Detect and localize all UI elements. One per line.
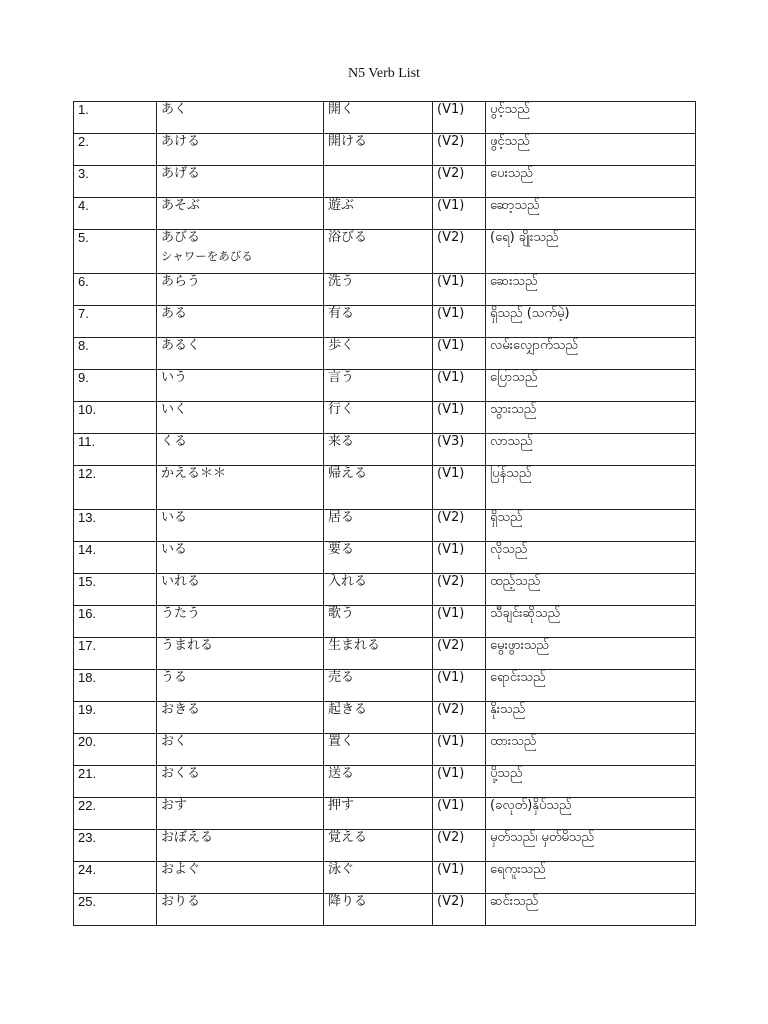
verb-group-cell: (V1) xyxy=(433,542,486,574)
row-number: 11. xyxy=(74,434,157,466)
myanmar-meaning-cell: ပြန်သည် xyxy=(486,466,696,510)
kanji-cell: 帰える xyxy=(324,466,433,510)
kana-cell xyxy=(157,274,324,306)
row-number: 16. xyxy=(74,606,157,638)
myanmar-meaning-cell: ပို့သည် xyxy=(486,766,696,798)
kana-cell xyxy=(157,638,324,670)
kana-text: うたう xyxy=(161,606,201,621)
verb-group-cell: (V1) xyxy=(433,402,486,434)
verb-group-cell: (V2) xyxy=(433,574,486,606)
kana-cell xyxy=(157,670,324,702)
verb-group-cell: (V1) xyxy=(433,102,486,134)
table-row xyxy=(74,766,696,798)
kana-cell xyxy=(157,230,324,274)
row-number: 10. xyxy=(74,402,157,434)
myanmar-meaning-cell: ရေကူးသည် xyxy=(486,862,696,894)
kana-cell xyxy=(157,166,324,198)
myanmar-meaning-cell: ပြောသည် xyxy=(486,370,696,402)
kana-cell xyxy=(157,766,324,798)
table-row xyxy=(74,542,696,574)
myanmar-meaning-cell: ရောင်းသည် xyxy=(486,670,696,702)
myanmar-meaning-cell: မွေးဖွားသည် xyxy=(486,638,696,670)
kana-text: おくる xyxy=(161,766,201,781)
table-row xyxy=(74,434,696,466)
kana-text: おす xyxy=(161,798,188,813)
verb-table xyxy=(73,101,696,926)
kana-cell xyxy=(157,798,324,830)
myanmar-meaning-cell: (ရေ) ချိုးသည် xyxy=(486,230,696,274)
row-number: 5. xyxy=(74,230,157,274)
row-number: 23. xyxy=(74,830,157,862)
row-number: 4. xyxy=(74,198,157,230)
myanmar-meaning-cell: လာသည် xyxy=(486,434,696,466)
kanji-cell: 覚える xyxy=(324,830,433,862)
verb-group-cell: (V2) xyxy=(433,166,486,198)
table-row xyxy=(74,466,696,510)
row-number: 1. xyxy=(74,102,157,134)
verb-group-cell: (V2) xyxy=(433,894,486,926)
row-number: 14. xyxy=(74,542,157,574)
myanmar-meaning-cell: ဆင်းသည် xyxy=(486,894,696,926)
kana-text: あびる xyxy=(161,230,201,245)
verb-group-cell: (V1) xyxy=(433,306,486,338)
myanmar-meaning-cell: ပွင့်သည် xyxy=(486,102,696,134)
row-number: 22. xyxy=(74,798,157,830)
kana-cell xyxy=(157,574,324,606)
kanji-cell: 行く xyxy=(324,402,433,434)
kanji-cell: 来る xyxy=(324,434,433,466)
verb-group-cell: (V1) xyxy=(433,670,486,702)
kana-cell xyxy=(157,102,324,134)
myanmar-meaning-cell: သီချင်းဆိုသည် xyxy=(486,606,696,638)
table-row xyxy=(74,862,696,894)
kanji-cell: 押す xyxy=(324,798,433,830)
kana-cell xyxy=(157,402,324,434)
table-row xyxy=(74,734,696,766)
row-number: 8. xyxy=(74,338,157,370)
kana-text: いく xyxy=(161,402,188,417)
kanji-cell: 売る xyxy=(324,670,433,702)
row-number: 2. xyxy=(74,134,157,166)
kana-example-text: シャワーをあびる xyxy=(161,249,253,263)
row-number: 13. xyxy=(74,510,157,542)
kana-text: かえる＊＊ xyxy=(161,466,227,481)
verb-group-cell: (V1) xyxy=(433,370,486,402)
row-number: 25. xyxy=(74,894,157,926)
kana-cell xyxy=(157,862,324,894)
verb-group-cell: (V3) xyxy=(433,434,486,466)
kana-text: いれる xyxy=(161,574,201,589)
verb-group-cell: (V1) xyxy=(433,338,486,370)
kanji-cell xyxy=(324,166,433,198)
kanji-cell: 送る xyxy=(324,766,433,798)
kana-cell xyxy=(157,702,324,734)
kanji-cell: 降りる xyxy=(324,894,433,926)
kana-cell xyxy=(157,830,324,862)
table-row xyxy=(74,894,696,926)
verb-group-cell: (V1) xyxy=(433,466,486,510)
verb-group-cell: (V1) xyxy=(433,734,486,766)
row-number: 19. xyxy=(74,702,157,734)
row-number: 6. xyxy=(74,274,157,306)
myanmar-meaning-cell: ရှိသည် xyxy=(486,510,696,542)
kana-text: あそぶ xyxy=(161,198,201,213)
verb-group-cell: (V2) xyxy=(433,702,486,734)
verb-group-cell: (V2) xyxy=(433,510,486,542)
kanji-cell: 開く xyxy=(324,102,433,134)
row-number: 17. xyxy=(74,638,157,670)
kana-text: いる xyxy=(161,542,188,557)
kanji-cell: 歌う xyxy=(324,606,433,638)
kanji-cell: 洗う xyxy=(324,274,433,306)
table-row xyxy=(74,370,696,402)
myanmar-meaning-cell: မှတ်သည်၊ မှတ်မိသည် xyxy=(486,830,696,862)
row-number: 7. xyxy=(74,306,157,338)
table-row xyxy=(74,830,696,862)
myanmar-meaning-cell: (ခလုတ်)နှိပ်သည် xyxy=(486,798,696,830)
row-number: 18. xyxy=(74,670,157,702)
kana-text: いう xyxy=(161,370,188,385)
myanmar-meaning-cell: လိုသည် xyxy=(486,542,696,574)
kana-text: うまれる xyxy=(161,638,214,653)
kanji-cell: 遊ぶ xyxy=(324,198,433,230)
table-row xyxy=(74,638,696,670)
kanji-cell: 入れる xyxy=(324,574,433,606)
table-row xyxy=(74,798,696,830)
table-row xyxy=(74,510,696,542)
kana-cell xyxy=(157,338,324,370)
kana-text: およぐ xyxy=(161,862,201,877)
verb-group-cell: (V1) xyxy=(433,798,486,830)
kanji-cell: 開ける xyxy=(324,134,433,166)
table-row xyxy=(74,306,696,338)
kana-cell xyxy=(157,734,324,766)
myanmar-meaning-cell: ဆေးသည် xyxy=(486,274,696,306)
table-row xyxy=(74,338,696,370)
verb-group-cell: (V2) xyxy=(433,638,486,670)
kana-cell xyxy=(157,606,324,638)
row-number: 21. xyxy=(74,766,157,798)
kana-text: おきる xyxy=(161,702,201,717)
table-row xyxy=(74,274,696,306)
kanji-cell: 歩く xyxy=(324,338,433,370)
verb-group-cell: (V2) xyxy=(433,134,486,166)
kana-text: ある xyxy=(161,306,188,321)
row-number: 3. xyxy=(74,166,157,198)
table-row xyxy=(74,230,696,274)
kana-text: いる xyxy=(161,510,188,525)
kanji-cell: 居る xyxy=(324,510,433,542)
myanmar-meaning-cell: နိုးသည် xyxy=(486,702,696,734)
table-row xyxy=(74,102,696,134)
verb-group-cell: (V1) xyxy=(433,274,486,306)
kana-cell xyxy=(157,434,324,466)
kana-text: あける xyxy=(161,134,201,149)
table-row xyxy=(74,606,696,638)
row-number: 20. xyxy=(74,734,157,766)
kana-text: うる xyxy=(161,670,188,685)
row-number: 12. xyxy=(74,466,157,510)
kana-text: あるく xyxy=(161,338,201,353)
kana-text: くる xyxy=(161,434,188,449)
kana-cell xyxy=(157,510,324,542)
table-row xyxy=(74,166,696,198)
kanji-cell: 置く xyxy=(324,734,433,766)
myanmar-meaning-cell: ရှိသည် (သက်မဲ့) xyxy=(486,306,696,338)
kanji-cell: 泳ぐ xyxy=(324,862,433,894)
kanji-cell: 要る xyxy=(324,542,433,574)
table-row xyxy=(74,702,696,734)
kanji-cell: 起きる xyxy=(324,702,433,734)
verb-table-body xyxy=(74,102,696,926)
kanji-cell: 浴びる xyxy=(324,230,433,274)
kana-cell xyxy=(157,894,324,926)
verb-group-cell: (V1) xyxy=(433,766,486,798)
kana-text: おりる xyxy=(161,894,201,909)
kana-text: あらう xyxy=(161,274,201,289)
verb-group-cell: (V1) xyxy=(433,862,486,894)
kana-cell xyxy=(157,542,324,574)
row-number: 9. xyxy=(74,370,157,402)
kana-text: おぼえる xyxy=(161,830,214,845)
myanmar-meaning-cell: ဆော့သည် xyxy=(486,198,696,230)
myanmar-meaning-cell: သွားသည် xyxy=(486,402,696,434)
verb-group-cell: (V1) xyxy=(433,198,486,230)
myanmar-meaning-cell: ပေးသည် xyxy=(486,166,696,198)
kana-cell xyxy=(157,466,324,510)
table-row xyxy=(74,134,696,166)
table-row xyxy=(74,402,696,434)
kana-text: おく xyxy=(161,734,188,749)
kanji-cell: 言う xyxy=(324,370,433,402)
table-row xyxy=(74,198,696,230)
kanji-cell: 生まれる xyxy=(324,638,433,670)
myanmar-meaning-cell: ထည့်သည် xyxy=(486,574,696,606)
row-number: 15. xyxy=(74,574,157,606)
kana-cell xyxy=(157,134,324,166)
kana-text: あく xyxy=(161,102,188,117)
kana-cell xyxy=(157,370,324,402)
table-row xyxy=(74,670,696,702)
kana-cell xyxy=(157,198,324,230)
page-title: N5 Verb List xyxy=(347,66,421,81)
myanmar-meaning-cell: ဖွင့်သည် xyxy=(486,134,696,166)
myanmar-meaning-cell: လမ်းလျှောက်သည် xyxy=(486,338,696,370)
kana-text: あげる xyxy=(161,166,201,181)
table-row xyxy=(74,574,696,606)
row-number: 24. xyxy=(74,862,157,894)
verb-group-cell: (V1) xyxy=(433,606,486,638)
verb-group-cell: (V2) xyxy=(433,830,486,862)
verb-group-cell: (V2) xyxy=(433,230,486,274)
myanmar-meaning-cell: ထားသည် xyxy=(486,734,696,766)
kanji-cell: 有る xyxy=(324,306,433,338)
kana-cell xyxy=(157,306,324,338)
